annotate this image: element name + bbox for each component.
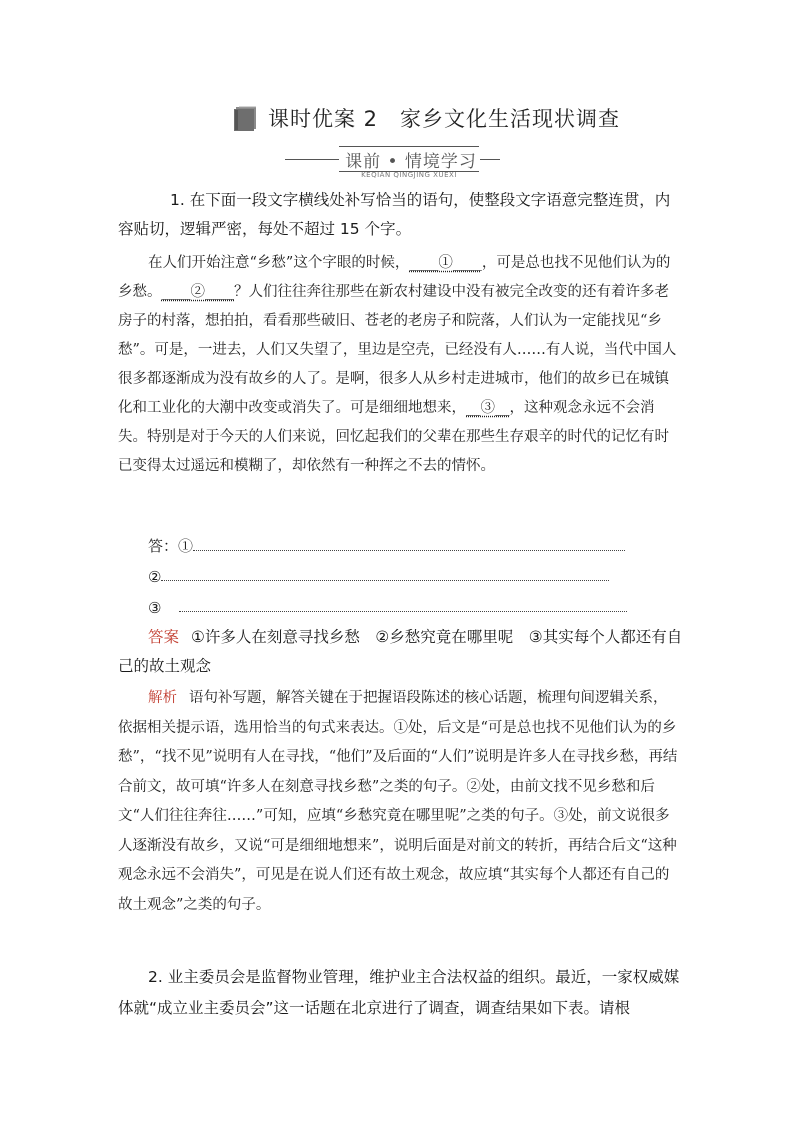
- answer-label-2: ②: [148, 568, 162, 586]
- answer-text: ①许多人在刻意寻找乡愁 ②乡愁究竟在哪里呢 ③其实每个人都还有自己的故土观念: [118, 628, 683, 675]
- answer-prompt: 答：①: [148, 537, 194, 555]
- blank-1: ____①____: [409, 255, 482, 271]
- explanation-tag: 解析: [148, 690, 177, 706]
- explanation-paragraph: [118, 684, 680, 920]
- book-icon: [230, 103, 260, 133]
- question-1-passage: [118, 249, 678, 481]
- banner-rule-right: [480, 159, 500, 160]
- section-banner: [285, 146, 500, 182]
- answer-line-3: [148, 597, 627, 617]
- answer-blank-1: [193, 549, 625, 551]
- passage-text: ？人们往往奔往那些在新农村建设中没有被完全改变的还有着许多老房子的村落，想拍拍，看看那些破旧、苍老的老房子和院落，人们认为一定能找见“乡愁”。可是，一进去，人们又失望了，里边是空壳，已经没有人……有人说，当代中国人很多都逐渐成为没有故乡的人了。是啊，很多人从乡村走进城市，他们的故乡已在城镇化和工业化的大潮中改变或消失了。可是细细地想来，: [118, 284, 677, 416]
- answer-blank-2: [161, 579, 609, 581]
- answer-blank-3: [179, 610, 627, 612]
- section-title: 课前 • 情境学习: [345, 152, 477, 172]
- question-2-stem: 2. 业主委员会是监督物业管理，维护业主合法权益的组织。最近，一家权威媒体就“成立业主委员会”这一话题在北京进行了调查，调查结果如下表。请根: [118, 968, 680, 1017]
- answer-line-1: [148, 536, 625, 556]
- passage-text: ，这种观念永远不会消失。特别是对于今天的人们来说，回忆起我们的父辈在那些生存艰辛的时代的记忆有时已变得太过遥远和模糊了，却依然有一种挥之不去的情怀。: [118, 400, 669, 474]
- blank-3: __③__: [466, 400, 510, 416]
- answer-tag: 答案: [148, 628, 180, 646]
- answer-paragraph: [118, 623, 683, 681]
- passage-text: ，可是总也找不见他们认为的乡愁。: [118, 255, 671, 300]
- answer-line-2: [148, 566, 609, 586]
- answer-label-3: ③: [148, 599, 162, 617]
- banner-rule-left: [285, 159, 339, 160]
- lesson-header: [230, 100, 620, 136]
- section-pinyin: KEQIAN QINGJING XUEXI: [361, 171, 457, 179]
- explanation-text: 语句补写题，解答关键在于把握语段陈述的核心话题，梳理句间逻辑关系，依据相关提示语，选用恰当的句式来表达。①处，后文是“可是总也找不见他们认为的乡愁”，“找不见”说明有人在寻找，“他们”及后面的“人们”说明是许多人在寻找乡愁，再结合前文，故可填“许多人在刻意寻找乡愁”之类的句子。②处，由前文找不见乡愁和后文“人们往往奔往……”可知，应填“乡愁究竟在哪里呢”之类的句子。③处，前文说很多人逐渐没有故乡，又说“可是细细地想来”，说明后面是对前文的转折，再结合后文“这种观念永远不会消失”，可见是在说人们还有故土观念，故应填“其实每个人都还有自己的故土观念”之类的句子。: [118, 690, 678, 913]
- question-1-stem: 1. 在下面一段文字横线处补写恰当的语句，使整段文字语意完整连贯，内容贴切，逻辑严密，每处不超过 15 个字。: [118, 191, 671, 238]
- blank-2: ____②____: [161, 284, 234, 300]
- passage-text: 在人们开始注意“乡愁”这个字眼的时候，: [148, 255, 410, 271]
- lesson-title: 课时优案 2 家乡文化生活现状调查: [268, 107, 621, 131]
